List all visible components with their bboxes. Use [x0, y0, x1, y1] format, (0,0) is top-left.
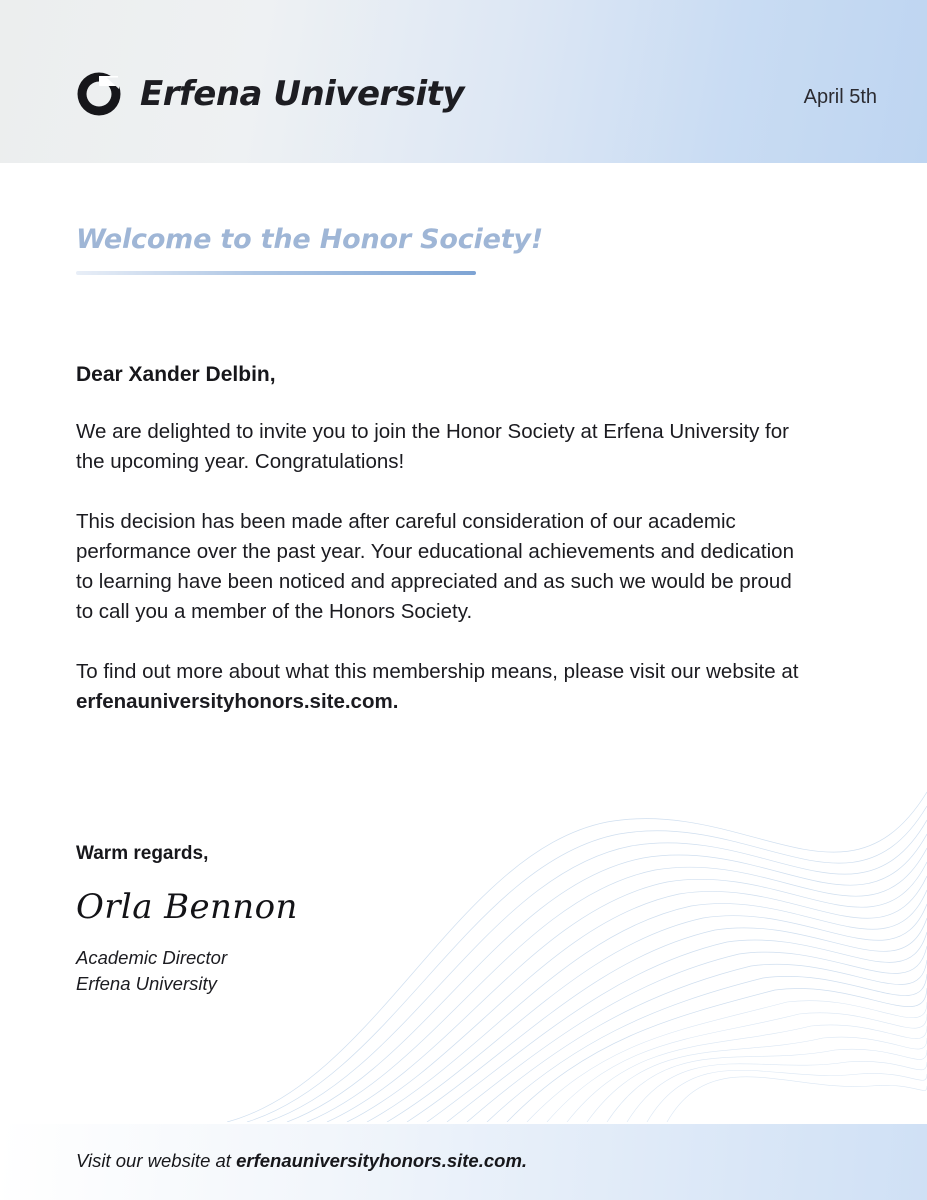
- page-title: Welcome to the Honor Society!: [76, 224, 543, 255]
- website-link[interactable]: erfenauniversityhonors.site.com.: [76, 690, 399, 713]
- footer-prefix: Visit our website at: [76, 1150, 237, 1171]
- page-footer: [0, 1124, 927, 1200]
- paragraph-2: This decision has been made after careful consideration of our academic performance over the past year. Your educational achievements and dedication to learning have been noticed and appreciated and as such we would be proud to call you a member of the Honors Society.: [76, 510, 794, 623]
- salutation: Dear Xander Delbin,: [76, 363, 276, 386]
- signature-role: Academic Director: [76, 947, 228, 968]
- header-inner: [76, 62, 877, 126]
- header-date: April 5th: [803, 85, 877, 108]
- signoff: Warm regards,: [76, 843, 209, 864]
- paragraph-3: [76, 627, 811, 717]
- brand: [76, 71, 464, 117]
- footer-text: [76, 1150, 527, 1172]
- paragraph-1: We are delighted to invite you to join the Honor Society at Erfena University for the upcoming year. Congratulations!: [76, 420, 789, 473]
- signature-org: Erfena University: [76, 973, 217, 994]
- paragraph-3-text: To find out more about what this membership means, please visit our website at: [76, 660, 799, 683]
- footer-website-link[interactable]: erfenauniversityhonors.site.com.: [236, 1150, 528, 1171]
- letter-content: [76, 186, 816, 997]
- page-header: [0, 0, 927, 163]
- brand-name: Erfena University: [140, 74, 465, 114]
- title-underline: [76, 271, 476, 275]
- signature-name: Orla Bennon: [76, 887, 298, 927]
- circular-ring-logo-icon: [76, 71, 122, 117]
